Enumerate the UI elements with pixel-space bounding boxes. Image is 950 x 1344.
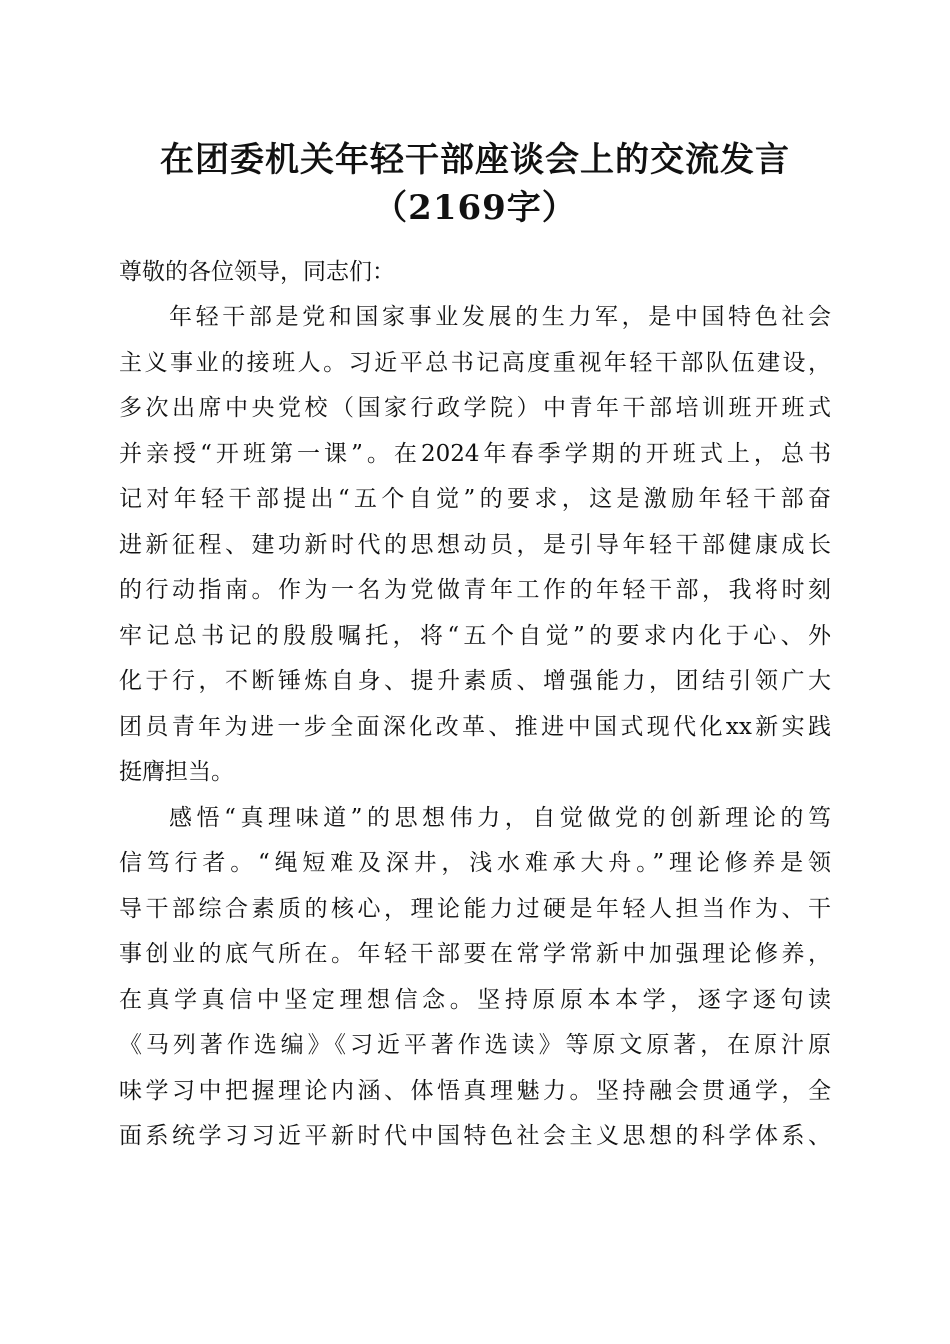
- text-line: 主义事业的接班人。习近平总书记高度重视年轻干部队伍建设，: [119, 349, 831, 376]
- title-block: [0, 136, 950, 232]
- text-line: 面系统学习习近平新时代中国特色社会主义思想的科学体系、: [119, 1123, 831, 1149]
- text-line: 并亲授“开班第一课”。在2024年春季学期的开班式上，总书: [119, 440, 831, 467]
- document-subtitle: （2169字）: [373, 188, 577, 228]
- text-line: 多次出席中央党校（国家行政学院）中青年干部培训班开班式: [119, 395, 831, 421]
- text-line: 《马列著作选编》《习近平著作选读》等原文原著，在原汁原: [119, 1032, 831, 1058]
- text-line: 进新征程、建功新时代的思想动员，是引导年轻干部健康成长: [119, 531, 831, 558]
- salutation: 尊敬的各位领导，同志们：: [119, 259, 395, 285]
- text-line: 记对年轻干部提出“五个自觉”的要求，这是激励年轻干部奋: [119, 486, 831, 512]
- text-line: 挺膺担当。: [119, 759, 234, 785]
- paragraph-2: [119, 796, 831, 1160]
- text-line: 信笃行者。“绳短难及深井，浅水难承大舟。”理论修养是领: [119, 850, 831, 876]
- document-body: [119, 250, 831, 1160]
- text-line: 在真学真信中坚定理想信念。坚持原原本本学，逐字逐句读: [119, 986, 831, 1013]
- text-line: 事创业的底气所在。年轻干部要在常学常新中加强理论修养，: [119, 941, 831, 967]
- text-line: 味学习中把握理论内涵、体悟真理魅力。坚持融会贯通学，全: [119, 1077, 831, 1104]
- text-line: 的行动指南。作为一名为党做青年工作的年轻干部，我将时刻: [119, 577, 831, 603]
- text-line: 感悟“真理味道”的思想伟力，自觉做党的创新理论的笃: [169, 804, 831, 831]
- text-line: 牢记总书记的殷殷嘱托，将“五个自觉”的要求内化于心、外: [119, 622, 831, 649]
- paragraph-1: [119, 295, 831, 796]
- text-line: 导干部综合素质的核心，理论能力过硬是年轻人担当作为、干: [119, 895, 831, 922]
- document-title: 在团委机关年轻干部座谈会上的交流发言: [160, 140, 790, 180]
- text-line: 化于行，不断锤炼自身、提升素质、增强能力，团结引领广大: [119, 668, 831, 694]
- text-line: 团员青年为进一步全面深化改革、推进中国式现代化xx新实践: [119, 713, 831, 740]
- text-line: 年轻干部是党和国家事业发展的生力军，是中国特色社会: [169, 304, 831, 330]
